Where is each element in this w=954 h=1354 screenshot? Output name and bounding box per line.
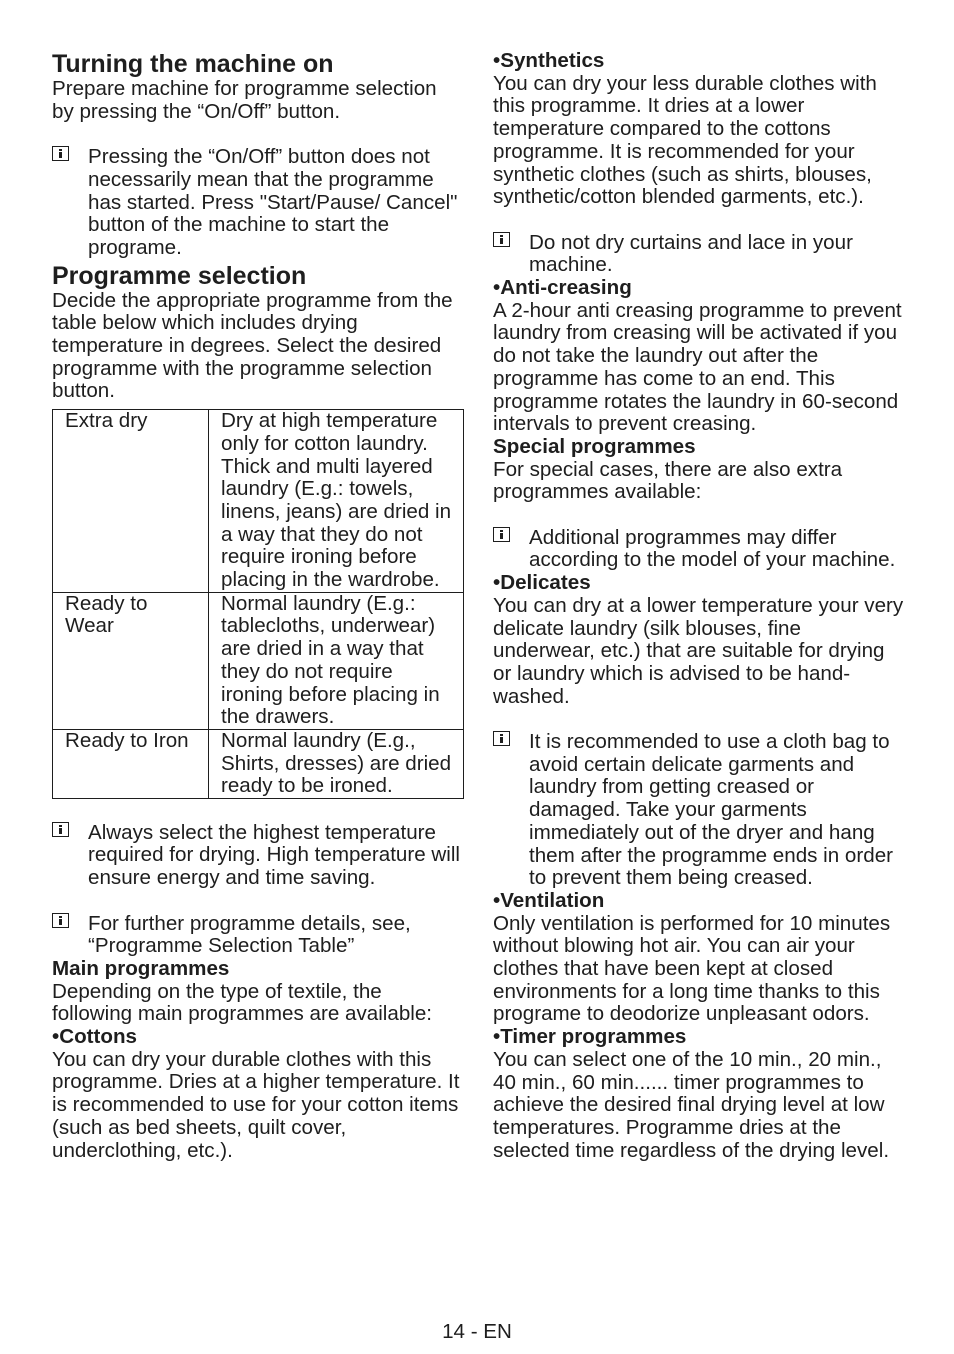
timer-programmes-text: You can select one of the 10 min., 20 min., 40 min., 60 min...... timer programmes to achieve the desired final drying level at low temperatures. Programme dries at the selected time regardless of the drying level. — [493, 1047, 890, 1162]
programme-description: Dry at high temperature only for cotton laundry. Thick and multi layered laundry (E.g.: towels, linens, jeans) are dried in a way that they do not require ironing before placing in the wardrobe. — [209, 410, 464, 593]
note-on-off — [52, 146, 464, 260]
table-row — [53, 592, 464, 729]
delicates-heading: •Delicates — [493, 571, 591, 595]
left-column — [52, 50, 464, 1162]
table-row — [53, 729, 464, 798]
info-icon — [52, 913, 69, 928]
info-icon — [493, 731, 510, 746]
note-additional-programmes-text: Additional programmes may differ according to the model of your machine. — [529, 525, 896, 572]
info-icon — [493, 527, 510, 542]
info-icon — [493, 232, 510, 247]
special-programmes-text: For special cases, there are also extra programmes available: — [493, 457, 843, 504]
turning-text: Prepare machine for programme selection by pressing the “On/Off” button. — [52, 77, 437, 123]
main-programmes-heading: Main programmes — [52, 956, 230, 980]
note-additional-programmes — [493, 527, 905, 572]
programme-table — [52, 409, 464, 799]
main-programmes-text: Depending on the type of textile, the following main programmes are available: — [52, 979, 433, 1026]
special-programmes-heading: Special programmes — [493, 434, 696, 458]
note-curtains — [493, 232, 905, 277]
programme-description: Normal laundry (E.g., Shirts, dresses) are dried ready to be ironed. — [209, 729, 464, 798]
note-temperature-text: Always select the highest temperature required for drying. High temperature will ensure energy and time saving. — [88, 820, 460, 890]
note-curtains-text: Do not dry curtains and lace in your machine. — [529, 230, 853, 277]
note-further-details — [52, 913, 464, 958]
note-cloth-bag-text: It is recommended to use a cloth bag to avoid certain delicate garments and laundry from getting creased or damaged. Take your garments immediately out of the dryer and hang them after the programme ends in order to prevent them being creased. — [529, 730, 894, 890]
programme-selection-text: Decide the appropriate programme from the table below which includes drying temperature in degrees. Select the desired programme with the programme selection button. — [52, 288, 453, 403]
programme-name: Ready to Iron — [53, 729, 209, 798]
programme-description: Normal laundry (E.g.: tablecloths, underwear) are dried in a way that they do not require ironing before placing in the drawers. — [209, 592, 464, 729]
ventilation-text: Only ventilation is performed for 10 minutes without blowing hot air. You can air your clothes that have been kept at closed environments for a long time thanks to this programe to deodorize unpleasant odors. — [493, 911, 891, 1026]
ventilation-heading: •Ventilation — [493, 888, 605, 912]
programme-selection-heading: Programme selection — [52, 261, 307, 290]
timer-programmes-heading: •Timer programmes — [493, 1025, 687, 1049]
anti-creasing-heading: •Anti-creasing — [493, 276, 632, 300]
synthetics-text: You can dry your less durable clothes with this programme. It dries at a lower temperature compared to the cottons programme. It is recommended for your synthetic clothes (such as shirts, blouses, synthetic/cotton blended garments, etc.). — [493, 71, 877, 209]
note-cloth-bag — [493, 731, 905, 890]
programme-name: Extra dry — [53, 410, 209, 593]
info-icon — [52, 822, 69, 837]
page-number: 14 - EN — [442, 1320, 512, 1343]
right-column — [493, 50, 905, 1162]
synthetics-heading: •Synthetics — [493, 49, 605, 72]
programme-name: Ready to Wear — [53, 592, 209, 729]
note-temperature — [52, 822, 464, 890]
note-on-off-text: Pressing the “On/Off” button does not necessarily mean that the programme has started. Press "Start/Pause/ Cancel" button of the machine to start the programe. — [88, 145, 458, 259]
info-icon — [52, 146, 69, 161]
cottons-text: You can dry your durable clothes with this programme. Dries at a higher temperature. It is recommended to use for your cotton items (such as bed sheets, quilt cover, underclothing, etc.). — [52, 1047, 460, 1162]
note-further-details-text: For further programme details, see, “Programme Selection Table” — [88, 911, 411, 958]
anti-creasing-text: A 2-hour anti creasing programme to prevent laundry from creasing will be activated if you do not take the laundry out after the programme has come to an end. This programme rotates the laundry in 60-second intervals to prevent creasing. — [493, 298, 902, 436]
turning-heading: Turning the machine on — [52, 50, 334, 78]
delicates-text: You can dry at a lower temperature your very delicate laundry (silk blouses, fine underwear, etc.) that are suitable for drying or laundry which is advised to be hand-washed. — [493, 593, 904, 708]
cottons-heading: •Cottons — [52, 1025, 137, 1049]
table-row — [53, 410, 464, 593]
